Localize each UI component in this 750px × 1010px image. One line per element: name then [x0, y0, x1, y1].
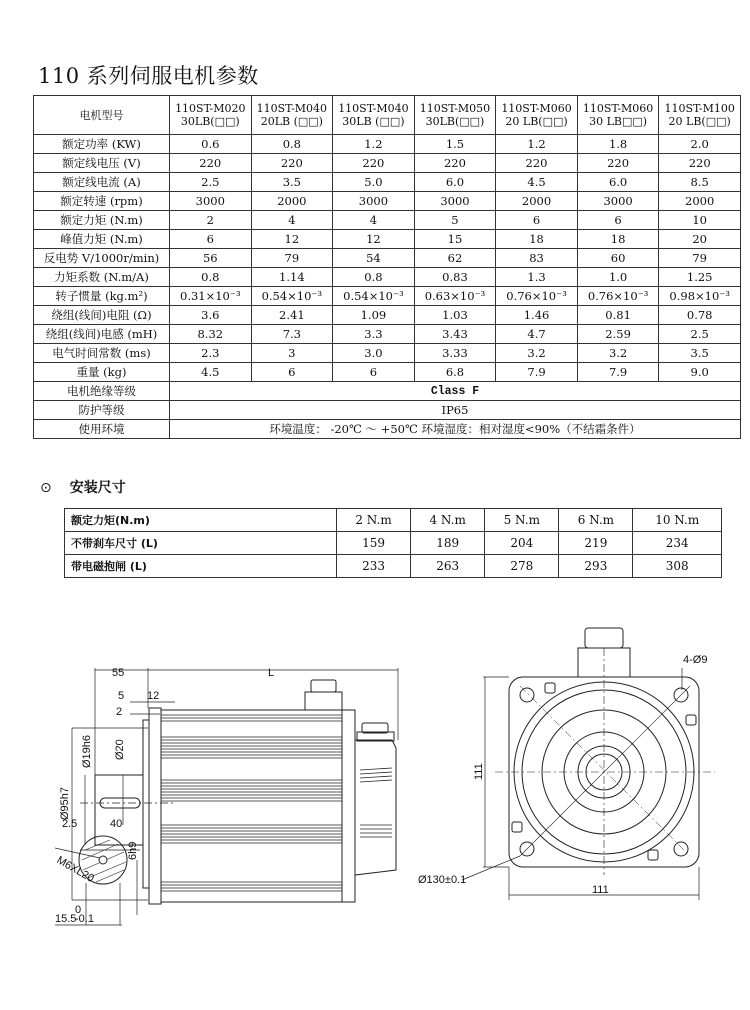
spec-cell: 2.5 — [170, 173, 252, 192]
dim-12: 12 — [147, 690, 160, 702]
spec-cell: 3.43 — [414, 325, 496, 344]
spec-cell: 2 — [170, 211, 252, 230]
spec-row — [34, 344, 741, 363]
spec-cell: 12 — [251, 230, 333, 249]
spec-cell: 15 — [414, 230, 496, 249]
spec-cell: 0.81 — [577, 306, 659, 325]
spec-cell: 3.33 — [414, 344, 496, 363]
spec-row — [34, 363, 741, 382]
circle-dot-icon: ⊙ — [40, 480, 52, 496]
dims-cell: 2 N.m — [337, 509, 411, 532]
side-view — [55, 668, 398, 925]
spec-row — [34, 173, 741, 192]
spec-cell: 83 — [496, 249, 578, 268]
model-name: 110ST-M060 — [501, 102, 572, 115]
spec-cell: 220 — [170, 154, 252, 173]
spec-cell: 7.3 — [251, 325, 333, 344]
install-section-title: 安装尺寸 — [69, 480, 126, 496]
spec-cell: 18 — [496, 230, 578, 249]
spec-cell: 0.8 — [333, 268, 415, 287]
model-header — [170, 96, 252, 135]
dim-40: 40 — [110, 818, 123, 830]
spec-cell: 1.3 — [496, 268, 578, 287]
spec-table — [33, 95, 741, 439]
spec-cell: 20 — [659, 230, 741, 249]
spec-row-label: 反电势 V/1000r/min) — [34, 249, 170, 268]
model-name: 110ST-M040 — [256, 102, 328, 115]
insulation-label: 电机绝缘等级 — [34, 382, 170, 401]
protection-label: 防护等级 — [34, 401, 170, 420]
spec-cell: 220 — [659, 154, 741, 173]
spec-row-label: 额定功率 (KW) — [34, 135, 170, 154]
model-suffix: 30 LB□□) — [589, 115, 648, 128]
spec-cell: 1.25 — [659, 268, 741, 287]
model-header — [577, 96, 659, 135]
install-section-heading — [40, 477, 126, 497]
spec-cell: 5 — [414, 211, 496, 230]
dim-5: 5 — [118, 690, 125, 702]
mount-hole — [674, 842, 688, 856]
model-name: 110ST-M050 — [419, 102, 491, 115]
spec-row-label: 绕组(线间)电阻 (Ω) — [34, 306, 170, 325]
spec-cell: 3.0 — [333, 344, 415, 363]
mount-hole — [520, 688, 534, 702]
spec-cell: 3 — [251, 344, 333, 363]
spec-cell: 220 — [496, 154, 578, 173]
spec-cell: 0.8 — [170, 268, 252, 287]
dim-tol-lower: -0.1 — [75, 913, 94, 925]
dim-15-5: 15.5 — [55, 913, 77, 925]
dims-row — [65, 509, 722, 532]
power-connector — [305, 692, 342, 710]
spec-header-row — [34, 96, 741, 135]
fins — [161, 715, 342, 891]
spec-cell: 10 — [659, 211, 741, 230]
spec-row-label: 额定力矩 (N.m) — [34, 211, 170, 230]
spec-cell: 4.7 — [496, 325, 578, 344]
dims-table — [64, 508, 722, 578]
environment-value: 环境温度： -20℃ ～ +50℃ 环境湿度：相对湿度<90%（不结霜条件） — [170, 420, 741, 439]
dim-front-height: 111 — [473, 763, 485, 780]
dim-key-width: 6h9 — [127, 841, 139, 860]
model-suffix: 30LB (□□) — [342, 115, 405, 128]
dims-row-label: 带电磁抱闸 (L) — [65, 555, 337, 578]
dim-key-dia: Ø20 — [114, 739, 126, 760]
spec-cell: 1.5 — [414, 135, 496, 154]
spec-cell: 220 — [333, 154, 415, 173]
model-name: 110ST-M060 — [582, 102, 654, 115]
spec-cell: 3000 — [414, 192, 496, 211]
model-header — [659, 96, 741, 135]
spec-cell: 2.0 — [659, 135, 741, 154]
motor-drawing — [0, 600, 750, 1010]
spec-row-label: 绕组(线间)电感 (mH) — [34, 325, 170, 344]
motor-body — [161, 710, 342, 902]
spec-row — [34, 135, 741, 154]
spec-cell: 1.2 — [333, 135, 415, 154]
dims-cell: 233 — [337, 555, 411, 578]
dims-row-label: 不带刹车尺寸 (L) — [65, 532, 337, 555]
model-suffix: 20LB (□□) — [260, 115, 323, 128]
environment-label: 使用环境 — [34, 420, 170, 439]
spec-cell: 7.9 — [577, 363, 659, 382]
spec-cell: 5.0 — [333, 173, 415, 192]
dims-row — [65, 555, 722, 578]
dim-55: 55 — [112, 667, 125, 679]
spec-cell: 0.76×10⁻³ — [577, 287, 659, 306]
spec-cell: 1.8 — [577, 135, 659, 154]
spec-cell: 2.5 — [659, 325, 741, 344]
spec-cell: 3000 — [577, 192, 659, 211]
model-header — [251, 96, 333, 135]
spec-row — [34, 268, 741, 287]
dims-cell: 6 N.m — [559, 509, 633, 532]
spec-cell: 0.83 — [414, 268, 496, 287]
spec-row — [34, 306, 741, 325]
spec-cell: 4.5 — [170, 363, 252, 382]
spec-row-label: 额定线电流 (A) — [34, 173, 170, 192]
flange — [149, 708, 161, 904]
spec-cell: 62 — [414, 249, 496, 268]
spec-cell: 56 — [170, 249, 252, 268]
dims-cell: 219 — [559, 532, 633, 555]
dim-spigot: Ø95h7 — [59, 786, 71, 820]
model-suffix: 30LB(□□) — [180, 115, 240, 128]
model-name: 110ST-M020 — [175, 102, 246, 115]
dim-tol-upper: 0 — [75, 904, 82, 916]
spec-row — [34, 211, 741, 230]
spec-cell: 0.54×10⁻³ — [251, 287, 333, 306]
spec-cell: 1.03 — [414, 306, 496, 325]
insulation-value: Class F — [170, 382, 741, 401]
model-suffix: 20 LB(□□) — [668, 115, 731, 128]
spec-cell: 4 — [333, 211, 415, 230]
dims-cell: 189 — [411, 532, 485, 555]
spec-row-insulation — [34, 382, 741, 401]
spec-cell: 1.46 — [496, 306, 578, 325]
spec-cell: 6 — [333, 363, 415, 382]
spec-row — [34, 287, 741, 306]
dim-2: 2 — [116, 706, 123, 718]
dims-cell: 10 N.m — [633, 509, 722, 532]
spec-row — [34, 230, 741, 249]
spec-cell: 0.54×10⁻³ — [333, 287, 415, 306]
spec-cell: 1.0 — [577, 268, 659, 287]
spec-row — [34, 325, 741, 344]
spec-cell: 0.31×10⁻³ — [170, 287, 252, 306]
spec-cell: 3.3 — [333, 325, 415, 344]
spec-cell: 6 — [577, 211, 659, 230]
spec-row — [34, 154, 741, 173]
spec-cell: 0.98×10⁻³ — [659, 287, 741, 306]
dims-cell: 234 — [633, 532, 722, 555]
model-suffix: 20 LB(□□) — [505, 115, 568, 128]
spec-cell: 8.5 — [659, 173, 741, 192]
spec-cell: 6.0 — [577, 173, 659, 192]
spec-cell: 220 — [251, 154, 333, 173]
spec-cell: 1.09 — [333, 306, 415, 325]
dims-cell: 263 — [411, 555, 485, 578]
spec-cell: 0.63×10⁻³ — [414, 287, 496, 306]
spec-cell: 54 — [333, 249, 415, 268]
spec-cell: 4.5 — [496, 173, 578, 192]
spec-cell: 1.14 — [251, 268, 333, 287]
spec-cell: 4 — [251, 211, 333, 230]
dim-L: L — [268, 667, 275, 679]
dims-cell: 159 — [337, 532, 411, 555]
dims-cell: 278 — [485, 555, 559, 578]
dims-cell: 308 — [633, 555, 722, 578]
spec-cell: 6 — [251, 363, 333, 382]
spec-row-label: 额定线电压 (V) — [34, 154, 170, 173]
spec-cell: 79 — [251, 249, 333, 268]
spec-cell: 0.6 — [170, 135, 252, 154]
spec-cell: 7.9 — [496, 363, 578, 382]
dims-row-label: 额定力矩(N.m) — [65, 509, 337, 532]
dim-2-5: 2.5 — [62, 818, 78, 830]
spec-cell: 18 — [577, 230, 659, 249]
spec-cell: 2.3 — [170, 344, 252, 363]
spec-cell: 12 — [333, 230, 415, 249]
spec-cell: 3.2 — [496, 344, 578, 363]
dim-pcd: Ø130±0.1 — [418, 874, 467, 886]
page-title: 110 系列伺服电机参数 — [38, 64, 259, 88]
spec-row-label: 峰值力矩 (N.m) — [34, 230, 170, 249]
dim-front-width: 111 — [592, 884, 609, 896]
spec-row — [34, 192, 741, 211]
spec-cell: 8.32 — [170, 325, 252, 344]
model-header — [333, 96, 415, 135]
spec-header-label: 电机型号 — [34, 96, 170, 135]
model-name: 110ST-M100 — [664, 102, 735, 115]
dims-cell: 204 — [485, 532, 559, 555]
spec-row-environment — [34, 420, 741, 439]
spec-row-protection — [34, 401, 741, 420]
spec-cell: 2000 — [659, 192, 741, 211]
spec-cell: 2000 — [496, 192, 578, 211]
spec-row — [34, 249, 741, 268]
dims-row — [65, 532, 722, 555]
spec-row-label: 重量 (kg) — [34, 363, 170, 382]
front-view — [462, 628, 715, 900]
spec-cell: 79 — [659, 249, 741, 268]
spec-cell: 1.2 — [496, 135, 578, 154]
spec-cell: 2.59 — [577, 325, 659, 344]
spec-cell: 2000 — [251, 192, 333, 211]
spec-row-label: 转子惯量 (kg.m²) — [34, 287, 170, 306]
spec-cell: 6 — [496, 211, 578, 230]
protection-value: IP65 — [170, 401, 741, 420]
spec-cell: 0.76×10⁻³ — [496, 287, 578, 306]
spec-cell: 60 — [577, 249, 659, 268]
spec-cell: 6 — [170, 230, 252, 249]
dims-cell: 4 N.m — [411, 509, 485, 532]
spec-cell: 3.2 — [577, 344, 659, 363]
dim-thread: M6XL20 — [54, 854, 96, 886]
spec-cell: 6.0 — [414, 173, 496, 192]
spec-cell: 3000 — [170, 192, 252, 211]
spec-cell: 3.6 — [170, 306, 252, 325]
spec-row-label: 电气时间常数 (ms) — [34, 344, 170, 363]
spec-cell: 220 — [414, 154, 496, 173]
spec-cell: 3.5 — [659, 344, 741, 363]
dims-cell: 293 — [559, 555, 633, 578]
spec-row-label: 力矩系数 (N.m/A) — [34, 268, 170, 287]
spec-row-label: 额定转速 (rpm) — [34, 192, 170, 211]
spec-cell: 9.0 — [659, 363, 741, 382]
encoder-housing — [355, 740, 396, 875]
model-name: 110ST-M040 — [338, 102, 409, 115]
dim-holes: 4-Ø9 — [683, 654, 708, 666]
model-suffix: 30LB(□□) — [425, 115, 485, 128]
spec-cell: 0.78 — [659, 306, 741, 325]
model-header — [414, 96, 496, 135]
spec-cell: 220 — [577, 154, 659, 173]
spec-cell: 6.8 — [414, 363, 496, 382]
model-header — [496, 96, 578, 135]
spec-cell: 2.41 — [251, 306, 333, 325]
spec-cell: 3.5 — [251, 173, 333, 192]
spec-cell: 3000 — [333, 192, 415, 211]
spec-cell: 0.8 — [251, 135, 333, 154]
dims-cell: 5 N.m — [485, 509, 559, 532]
dim-shaft-dia: Ø19h6 — [81, 734, 93, 768]
shaft — [95, 775, 143, 845]
